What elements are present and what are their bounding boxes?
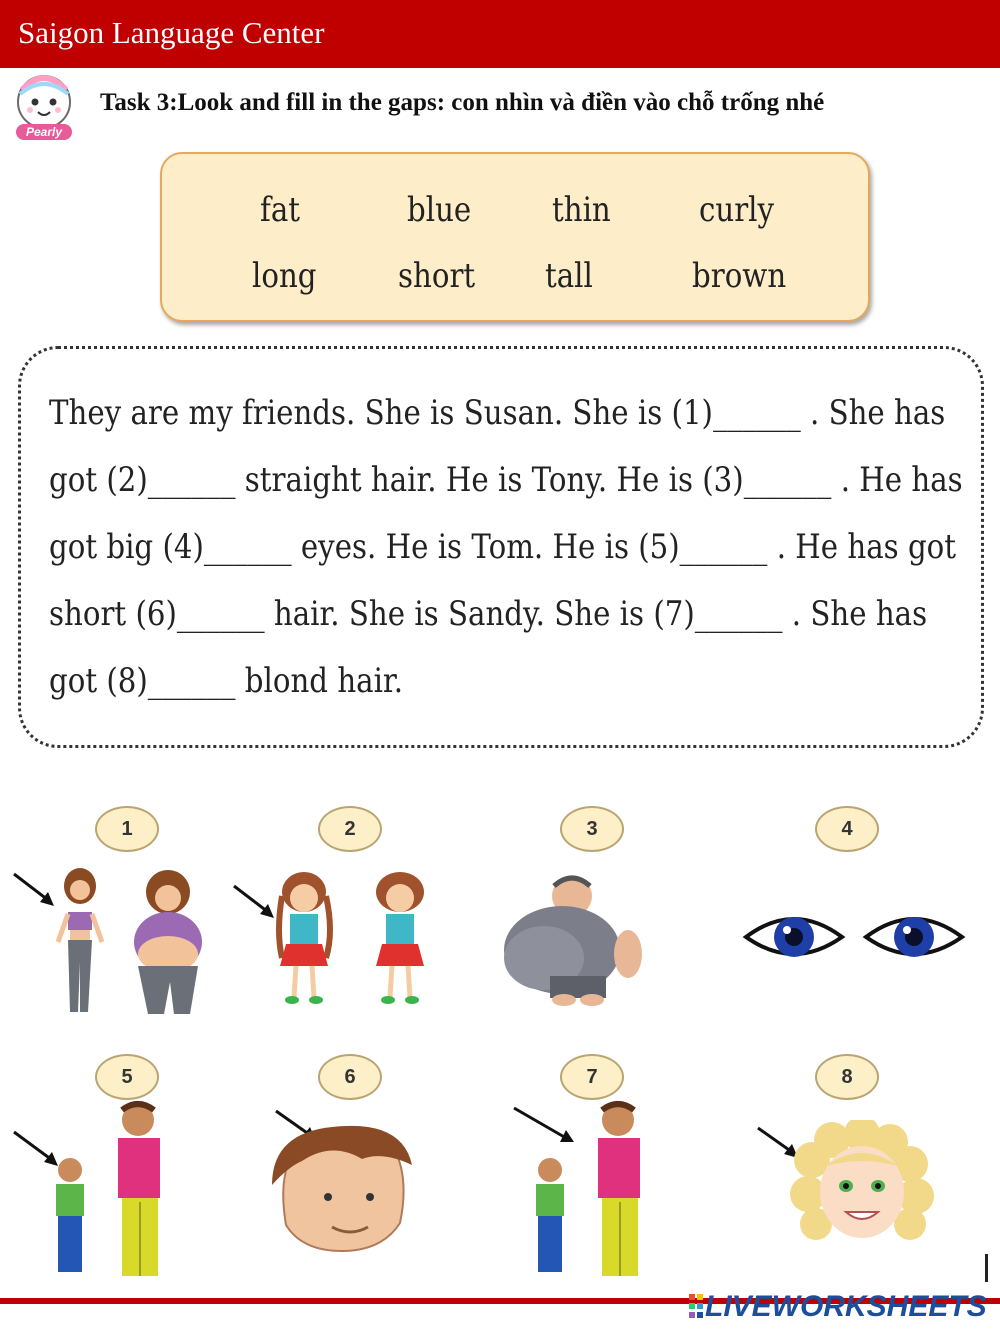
pearly-logo [8,72,80,142]
picture-number: 3 [560,806,624,852]
org-name: Saigon Language Center [18,15,325,50]
word-bank-item: short [398,256,476,296]
passage-line: short (6)______ hair. She is Sandy. She is (7)______ . She has [49,594,928,634]
word-bank-item: curly [699,190,775,230]
fat-man-icon [500,872,660,1010]
passage-box [18,346,984,748]
word-bank-item: tall [545,256,593,296]
task-title: Task 3:Look and fill in the gaps: con nhìn và điền vào chỗ trống nhé [100,89,825,116]
passage-line: got (2)______ straight hair. He is Tony. He is (3)______ . He has [49,460,963,500]
picture-number: 6 [318,1054,382,1100]
picture-number: 2 [318,806,382,852]
word-bank-item: fat [260,190,301,230]
curly-blond-girl-icon [752,1120,942,1252]
passage-line: They are my friends. She is Susan. She is (1)______ . She has [49,393,946,433]
blue-eyes-icon [740,905,972,969]
picture-number: 5 [95,1054,159,1100]
girls-long-braids-icon [230,862,450,1012]
passage-line: got big (4)______ eyes. He is Tom. He is (5)______ . He has got [49,527,957,567]
word-bank-item: blue [407,190,472,230]
short-and-tall-boys-icon [510,1098,680,1283]
passage-line: got (8)______ blond hair. [49,661,403,701]
picture-number: 4 [815,806,879,852]
brown-hair-head-icon [262,1105,422,1255]
liveworksheets-logo-icon [688,1292,704,1322]
picture-number: 7 [560,1054,624,1100]
header-bar [0,0,1000,68]
page-mark [985,1254,988,1282]
liveworksheets-watermark: LIVEWORKSHEETS [705,1290,987,1323]
picture-number: 1 [95,806,159,852]
word-bank-item: long [252,256,317,296]
word-bank-item: thin [552,190,611,230]
thin-and-fat-women-icon [10,862,225,1022]
word-bank [160,152,870,322]
word-bank-item: brown [692,256,787,296]
logo-brand-text: Pearly [25,125,63,139]
picture-number: 8 [815,1054,879,1100]
short-and-tall-boys-icon [10,1098,210,1283]
